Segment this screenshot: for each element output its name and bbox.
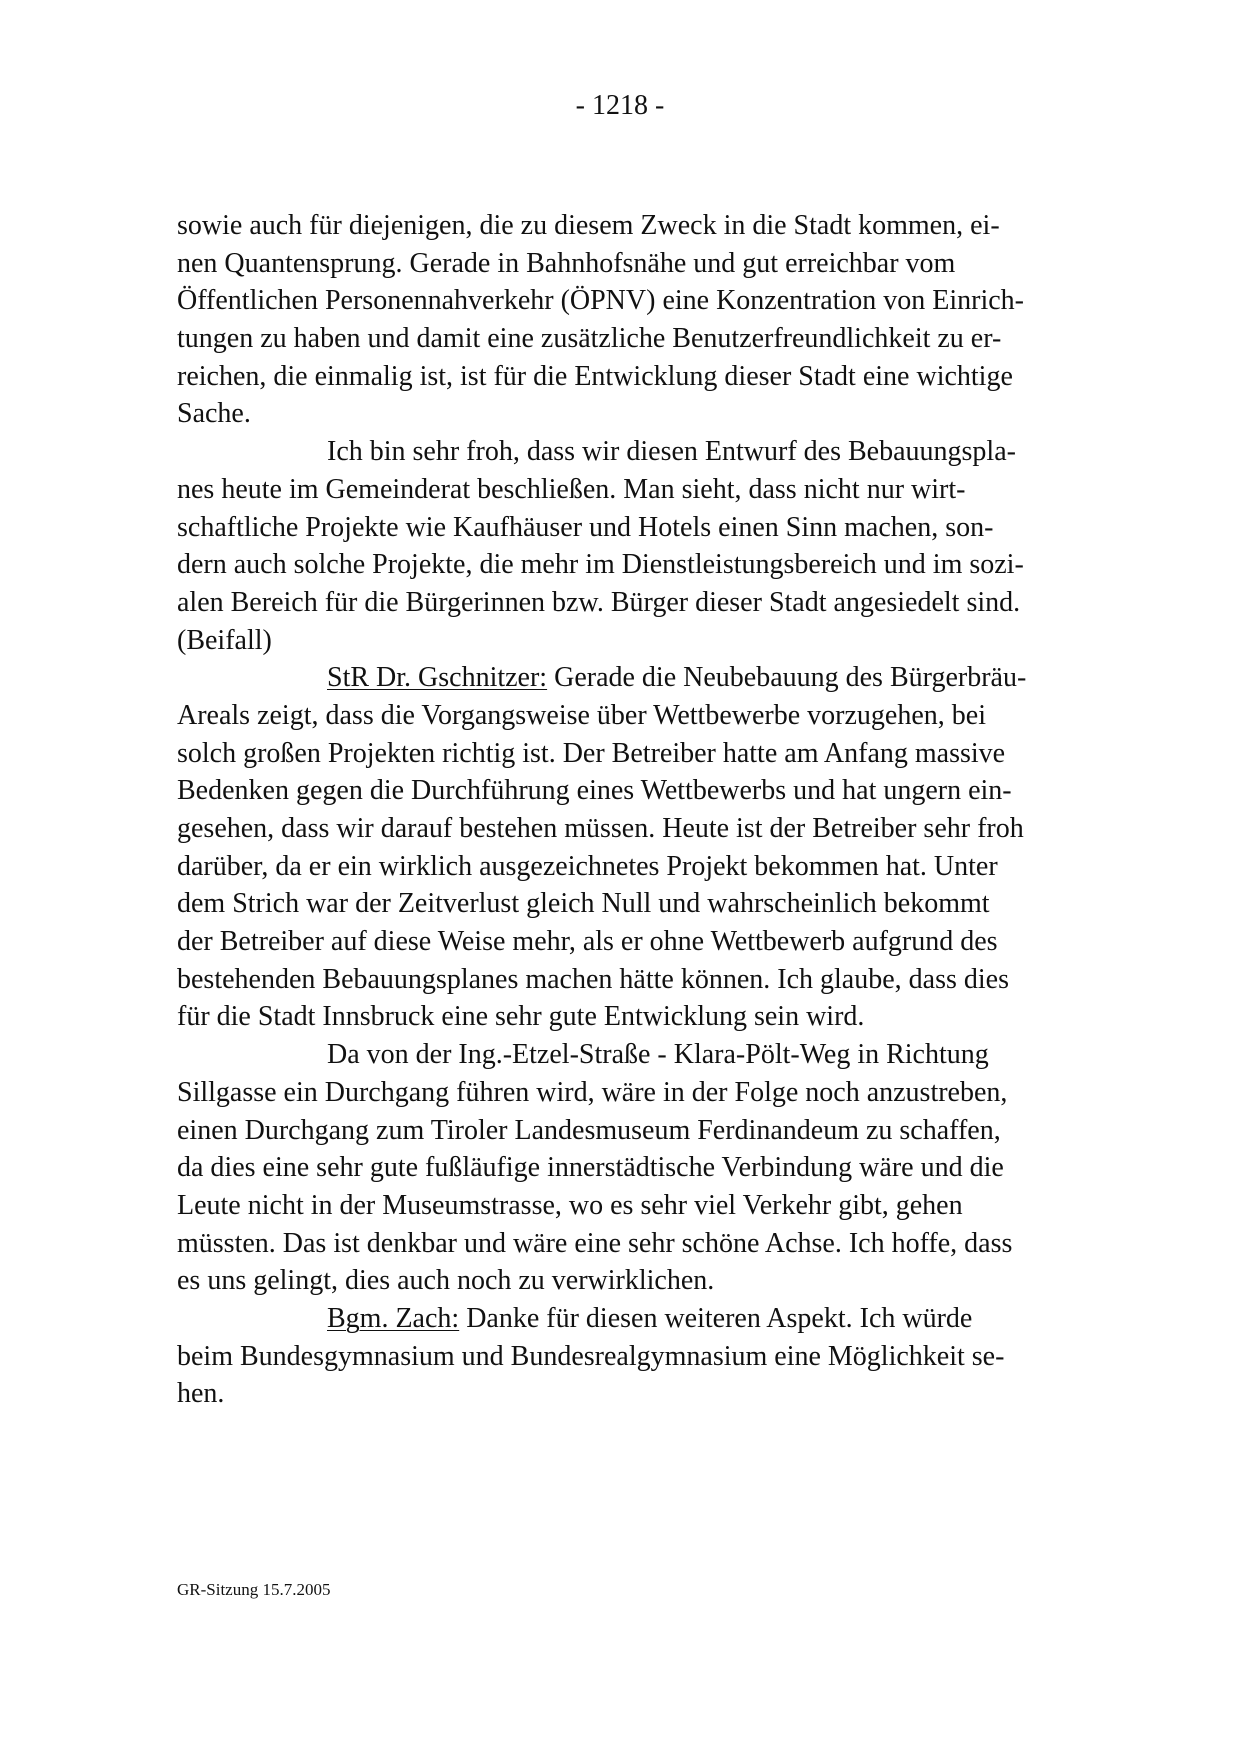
text-line: darüber, da er ein wirklich ausgezeichnetes Projekt bekommen hat. Unter xyxy=(177,850,998,882)
text-line: Ich bin sehr froh, dass wir diesen Entwurf des Bebauungspla- xyxy=(327,436,1016,468)
text-line: Da von der Ing.-Etzel-Straße - Klara-Pölt-Weg in Richtung xyxy=(327,1039,989,1071)
speaker-name: StR Dr. Gschnitzer: xyxy=(327,662,548,694)
paragraph xyxy=(177,659,1067,1036)
text-line: tungen zu haben und damit eine zusätzliche Benutzerfreundlichkeit zu er- xyxy=(177,323,1002,355)
text-line: alen Bereich für die Bürgerinnen bzw. Bürger dieser Stadt angesiedelt sind. xyxy=(177,586,1021,618)
text-line: schaftliche Projekte wie Kaufhäuser und Hotels einen Sinn machen, son- xyxy=(177,511,994,543)
text-line: Öffentlichen Personennahverkehr (ÖPNV) eine Konzentration von Einrich- xyxy=(177,285,1024,317)
page-number: - 1218 - xyxy=(575,90,665,121)
paragraph xyxy=(177,207,1067,433)
text-line: reichen, die einmalig ist, ist für die Entwicklung dieser Stadt eine wichtige xyxy=(177,360,1013,392)
text-line: solch großen Projekten richtig ist. Der Betreiber hatte am Anfang massive xyxy=(177,737,1006,769)
text-line: Bedenken gegen die Durchführung eines Wettbewerbs und hat ungern ein- xyxy=(177,775,1012,807)
text-line: müssten. Das ist denkbar und wäre eine sehr schöne Achse. Ich hoffe, dass xyxy=(177,1227,1013,1259)
text-line: (Beifall) xyxy=(177,624,272,656)
text-line: nen Quantensprung. Gerade in Bahnhofsnähe und gut erreichbar vom xyxy=(177,247,956,279)
text-line: Areals zeigt, dass die Vorgangsweise über Wettbewerbe vorzugehen, bei xyxy=(177,699,986,731)
text-line: Sache. xyxy=(177,398,251,430)
text-line: Sillgasse ein Durchgang führen wird, wäre in der Folge noch anzustreben, xyxy=(177,1076,1008,1108)
text-line: da dies eine sehr gute fußläufige innerstädtische Verbindung wäre und die xyxy=(177,1152,1004,1184)
paragraph xyxy=(177,433,1067,659)
speech-text: Gerade die Neubebauung des Bürgerbräu- xyxy=(547,662,1027,694)
text-line xyxy=(177,659,1067,697)
text-line: gesehen, dass wir darauf bestehen müssen. Heute ist der Betreiber sehr froh xyxy=(177,813,1024,844)
text-line: bestehenden Bebauungsplanes machen hätte können. Ich glaube, dass dies xyxy=(177,963,1009,995)
text-line: Leute nicht in der Museumstrasse, wo es sehr viel Verkehr gibt, gehen xyxy=(177,1189,963,1221)
text-line: es uns gelingt, dies auch noch zu verwirklichen. xyxy=(177,1265,715,1297)
text-line: für die Stadt Innsbruck eine sehr gute Entwicklung sein wird. xyxy=(177,1001,865,1033)
document-body xyxy=(177,207,1067,1413)
text-line xyxy=(177,1300,1067,1338)
speaker-name: Bgm. Zach: xyxy=(327,1302,460,1334)
text-line: sowie auch für diejenigen, die zu diesem Zweck in die Stadt kommen, ei- xyxy=(177,210,1000,241)
text-line: der Betreiber auf diese Weise mehr, als er ohne Wettbewerb aufgrund des xyxy=(177,926,998,958)
text-line: dern auch solche Projekte, die mehr im Dienstleistungsbereich und im sozi- xyxy=(177,549,1024,581)
text-line: dem Strich war der Zeitverlust gleich Null und wahrscheinlich bekommt xyxy=(177,888,990,920)
text-line: beim Bundesgymnasium und Bundesrealgymnasium eine Möglichkeit se- xyxy=(177,1340,1005,1372)
paragraph xyxy=(177,1036,1067,1300)
paragraph xyxy=(177,1300,1067,1413)
page-footer: GR-Sitzung 15.7.2005 xyxy=(177,1580,331,1599)
text-line: hen. xyxy=(177,1378,225,1410)
text-line: nes heute im Gemeinderat beschließen. Man sieht, dass nicht nur wirt- xyxy=(177,473,966,505)
text-line: einen Durchgang zum Tiroler Landesmuseum Ferdinandeum zu schaffen, xyxy=(177,1114,1001,1146)
speech-text: Danke für diesen weiteren Aspekt. Ich würde xyxy=(459,1302,973,1334)
